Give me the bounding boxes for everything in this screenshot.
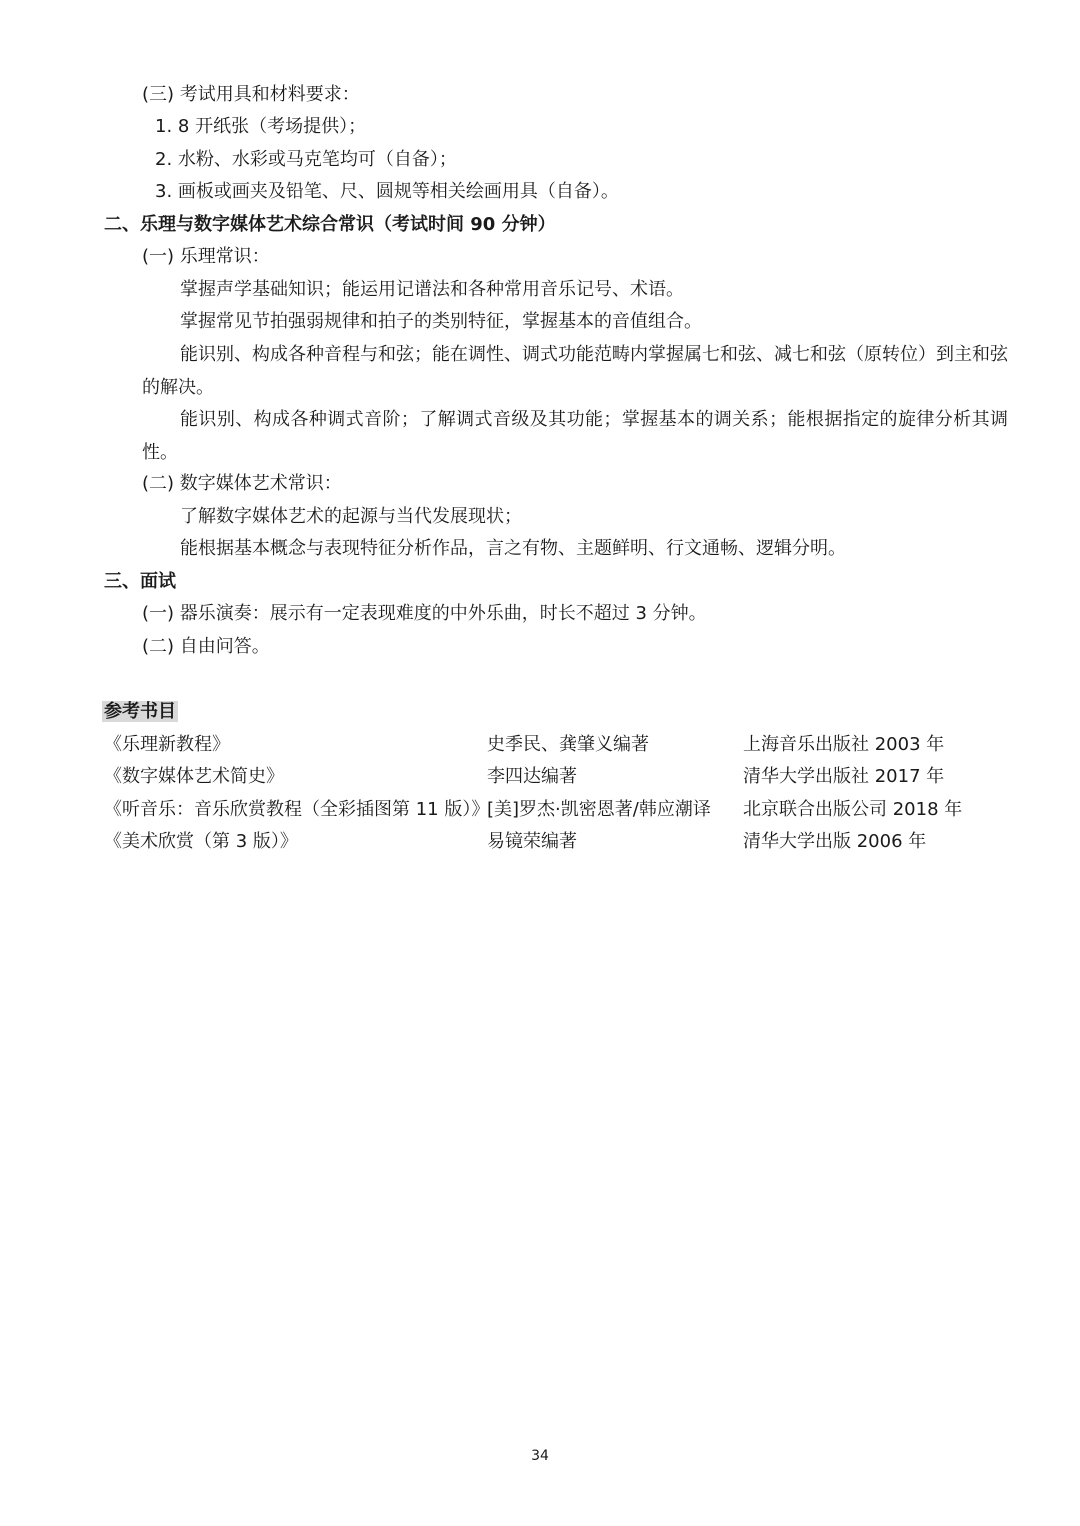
music-theory-paragraph: 能识别、构成各种调式音阶；了解调式音级及其功能；掌握基本的调关系；能根据指定的旋律分析其调性。 [142, 409, 1008, 463]
reference-author: [美]罗杰·凯密恩著/韩应潮译 [487, 799, 711, 820]
reference-row [104, 830, 1004, 854]
reference-row [104, 765, 1004, 789]
tools-item-2: 2. 水粉、水彩或马克笔均可（自备）； [155, 149, 457, 170]
interview-item: (二) 自由问答。 [142, 636, 270, 657]
reference-row [104, 733, 1004, 757]
reference-author: 李四达编著 [487, 766, 577, 787]
section-tools-heading: (三) 考试用具和材料要求： [142, 84, 360, 105]
reference-title: 《数字媒体艺术简史》 [104, 766, 284, 787]
reference-publisher: 北京联合出版公司 2018 年 [743, 799, 963, 820]
section-three-heading: 三、面试 [104, 571, 176, 592]
interview-item: (一) 器乐演奏：展示有一定表现难度的中外乐曲，时长不超过 3 分钟。 [142, 603, 707, 624]
reference-title: 《美术欣赏（第 3 版）》 [104, 831, 298, 852]
reference-publisher: 清华大学出版社 2017 年 [743, 766, 945, 787]
digital-media-paragraph: 能根据基本概念与表现特征分析作品，言之有物、主题鲜明、行文通畅、逻辑分明。 [180, 538, 846, 559]
music-theory-paragraph: 能识别、构成各种音程与和弦；能在调性、调式功能范畴内掌握属七和弦、减七和弦（原转位）到主和弦的解决。 [142, 344, 1008, 398]
reference-author: 易镜荣编著 [487, 831, 577, 852]
reference-title: 《听音乐：音乐欣赏教程（全彩插图第 11 版）》 [104, 799, 490, 820]
reference-publisher: 上海音乐出版社 2003 年 [743, 734, 945, 755]
tools-item-3: 3. 画板或画夹及铅笔、尺、圆规等相关绘画用具（自备）。 [155, 181, 619, 202]
music-theory-paragraph: 掌握声学基础知识；能运用记谱法和各种常用音乐记号、术语。 [180, 279, 684, 300]
references-heading-wrapper [102, 700, 178, 724]
reference-title: 《乐理新教程》 [104, 734, 230, 755]
reference-row [104, 798, 1004, 822]
page-number: 34 [531, 1448, 549, 1464]
digital-media-paragraph: 了解数字媒体艺术的起源与当代发展现状； [180, 506, 522, 527]
reference-author: 史季民、龚肇义编著 [487, 734, 649, 755]
section-two-heading: 二、乐理与数字媒体艺术综合常识（考试时间 90 分钟） [104, 214, 556, 235]
digital-media-heading: (二) 数字媒体艺术常识： [142, 473, 342, 494]
references-heading: 参考书目 [104, 701, 176, 722]
reference-publisher: 清华大学出版 2006 年 [743, 831, 927, 852]
music-theory-paragraph: 掌握常见节拍强弱规律和拍子的类别特征，掌握基本的音值组合。 [180, 311, 702, 332]
tools-item-1: 1. 8 开纸张（考场提供）； [155, 116, 367, 137]
music-theory-heading: (一) 乐理常识： [142, 246, 270, 267]
